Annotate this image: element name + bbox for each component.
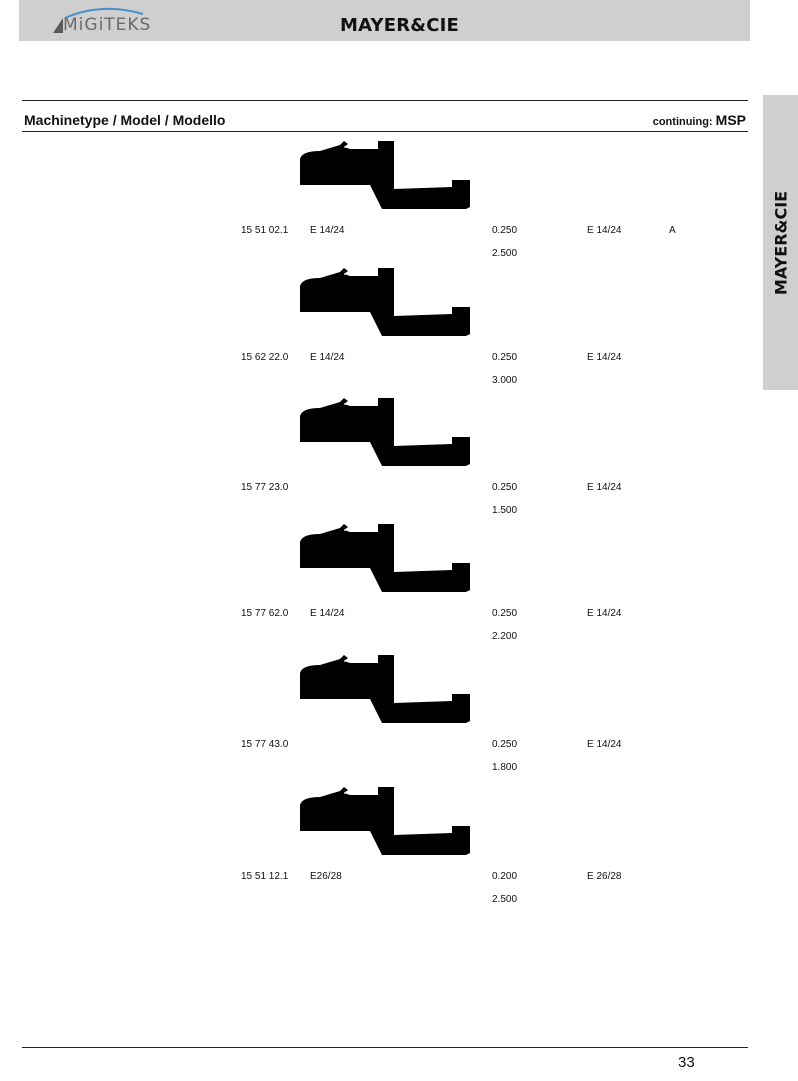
continuing-label: continuing: xyxy=(652,116,713,128)
gauge: E 14/24 xyxy=(587,352,622,363)
mark: A xyxy=(669,225,676,236)
part-number: 15 62 22.0 xyxy=(241,352,289,363)
side-tab xyxy=(763,95,798,390)
gauge: E 14/24 xyxy=(587,739,622,750)
part-number: 15 77 23.0 xyxy=(241,482,289,493)
continuing-model: MSP xyxy=(715,112,746,128)
top-rule xyxy=(22,100,748,101)
value-primary: 0.250 xyxy=(492,608,518,619)
gauge: E 14/24 xyxy=(587,608,622,619)
list-item xyxy=(0,264,760,394)
list-item xyxy=(0,137,760,267)
needle-profile-drawing xyxy=(298,783,474,859)
logo-text: MiGiTEKS xyxy=(63,15,152,35)
value-primary: 0.250 xyxy=(492,739,518,750)
section-title: Machinetype / Model / Modello xyxy=(24,112,226,128)
model: E 14/24 xyxy=(310,352,345,363)
value-secondary: 2.200 xyxy=(492,631,518,642)
model: E26/28 xyxy=(310,871,342,882)
needle-profile-drawing xyxy=(298,264,474,340)
needle-profile-drawing xyxy=(298,651,474,727)
needle-profile-drawing xyxy=(298,137,474,213)
value-secondary: 3.000 xyxy=(492,375,518,386)
value-primary: 0.200 xyxy=(492,871,518,882)
page-number: 33 xyxy=(678,1054,695,1071)
side-tab-label: MAYER&CIE xyxy=(771,190,790,295)
list-item xyxy=(0,394,760,524)
part-number: 15 77 43.0 xyxy=(241,739,289,750)
header-bar xyxy=(19,0,750,41)
value-secondary: 2.500 xyxy=(492,894,518,905)
needle-profile-drawing xyxy=(298,520,474,596)
part-number: 15 51 02.1 xyxy=(241,225,289,236)
gauge: E 14/24 xyxy=(587,225,622,236)
model: E 14/24 xyxy=(310,608,345,619)
gauge: E 26/28 xyxy=(587,871,622,882)
value-primary: 0.250 xyxy=(492,352,518,363)
part-number: 15 77 62.0 xyxy=(241,608,289,619)
header-underline-rule xyxy=(22,131,748,132)
model: E 14/24 xyxy=(310,225,345,236)
continuing-note xyxy=(653,112,746,128)
value-secondary: 1.500 xyxy=(492,505,518,516)
migiteks-logo xyxy=(51,4,161,38)
list-item xyxy=(0,520,760,650)
gauge: E 14/24 xyxy=(587,482,622,493)
needle-profile-drawing xyxy=(298,394,474,470)
list-item xyxy=(0,783,760,913)
value-secondary: 2.500 xyxy=(492,248,518,259)
bottom-rule xyxy=(22,1047,748,1048)
value-primary: 0.250 xyxy=(492,482,518,493)
list-item xyxy=(0,651,760,781)
brand-title: MAYER&CIE xyxy=(340,15,460,36)
value-secondary: 1.800 xyxy=(492,762,518,773)
part-number: 15 51 12.1 xyxy=(241,871,289,882)
value-primary: 0.250 xyxy=(492,225,518,236)
